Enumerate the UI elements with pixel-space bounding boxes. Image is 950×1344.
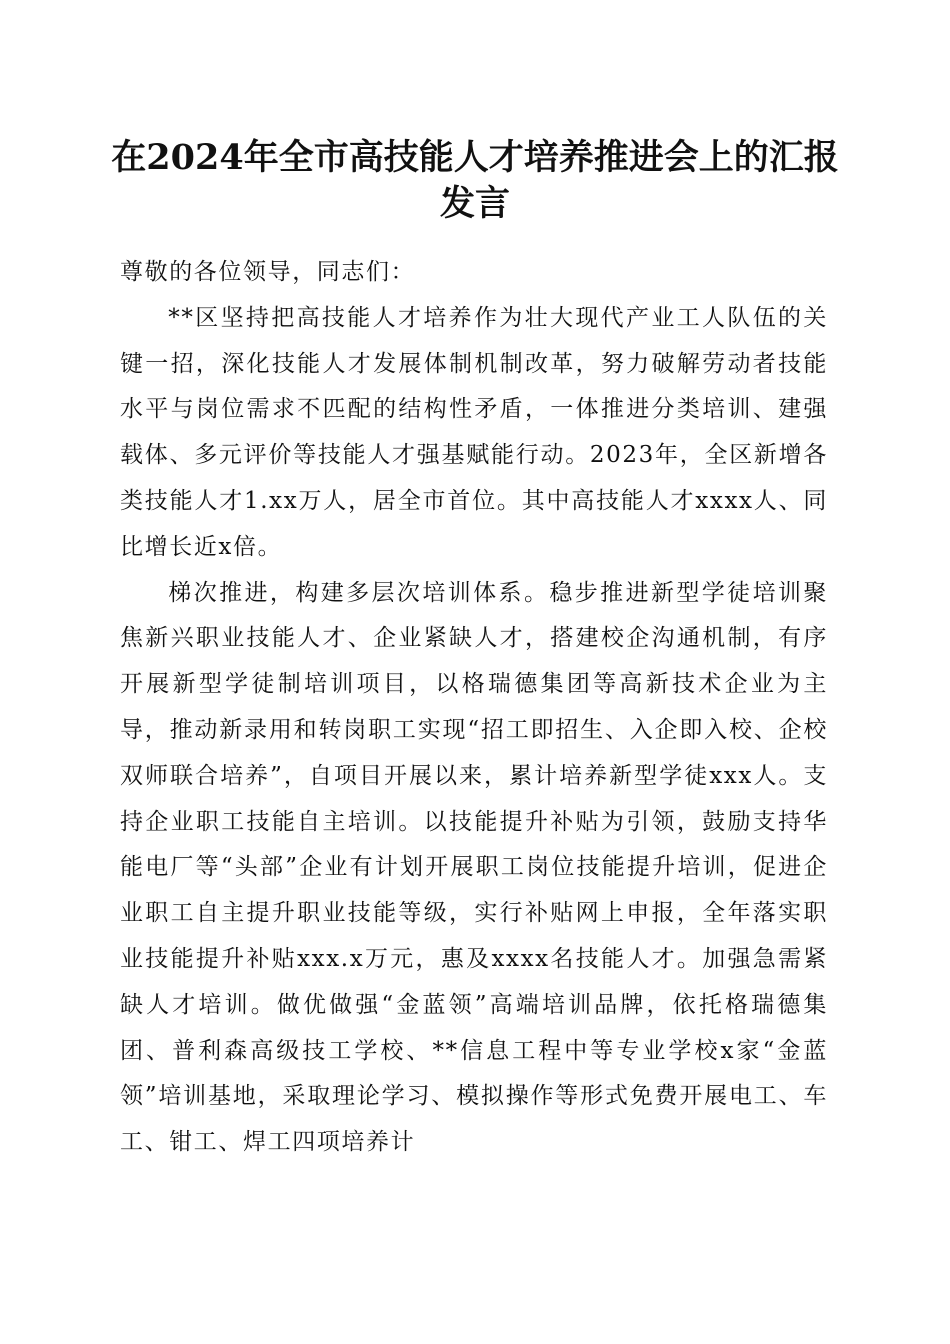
document-body [120, 250, 828, 1166]
salutation: 尊敬的各位领导，同志们： [120, 259, 416, 285]
paragraph-training-system: 梯次推进，构建多层次培训体系。稳步推进新型学徒培训聚焦新兴职业技能人才、企业紧缺人才，搭建校企沟通机制，有序开展新型学徒制培训项目，以格瑞德集团等高新技术企业为主导，推动新录用和转岗职工实现“招工即招生、入企即入校、企校双师联合培养”，自项目开展以来，累计培养新型学徒xxx人。支持企业职工技能自主培训。以技能提升补贴为引领，鼓励支持华能电厂等“头部”企业有计划开展职工岗位技能提升培训，促进企业职工自主提升职业技能等级，实行补贴网上申报，全年落实职业技能提升补贴xxx.x万元，惠及xxxx名技能人才。加强急需紧缺人才培训。做优做强“金蓝领”高端培训品牌，依托格瑞德集团、普利森高级技工学校、**信息工程中等专业学校x家“金蓝领”培训基地，采取理论学习、模拟操作等形式免费开展电工、车工、钳工、焊工四项培养计 [120, 579, 828, 1156]
paragraph-intro: **区坚持把高技能人才培养作为壮大现代产业工人队伍的关键一招，深化技能人才发展体制机制改革，努力破解劳动者技能水平与岗位需求不匹配的结构性矛盾，一体推进分类培训、建强载体、多元评价等技能人才强基赋能行动。2023年，全区新增各类技能人才1.xx万人，居全市首位。其中高技能人才xxxx人、同比增长近x倍。 [120, 304, 828, 560]
document-title: 在2024年全市高技能人才培养推进会上的汇报发言 [111, 137, 839, 224]
